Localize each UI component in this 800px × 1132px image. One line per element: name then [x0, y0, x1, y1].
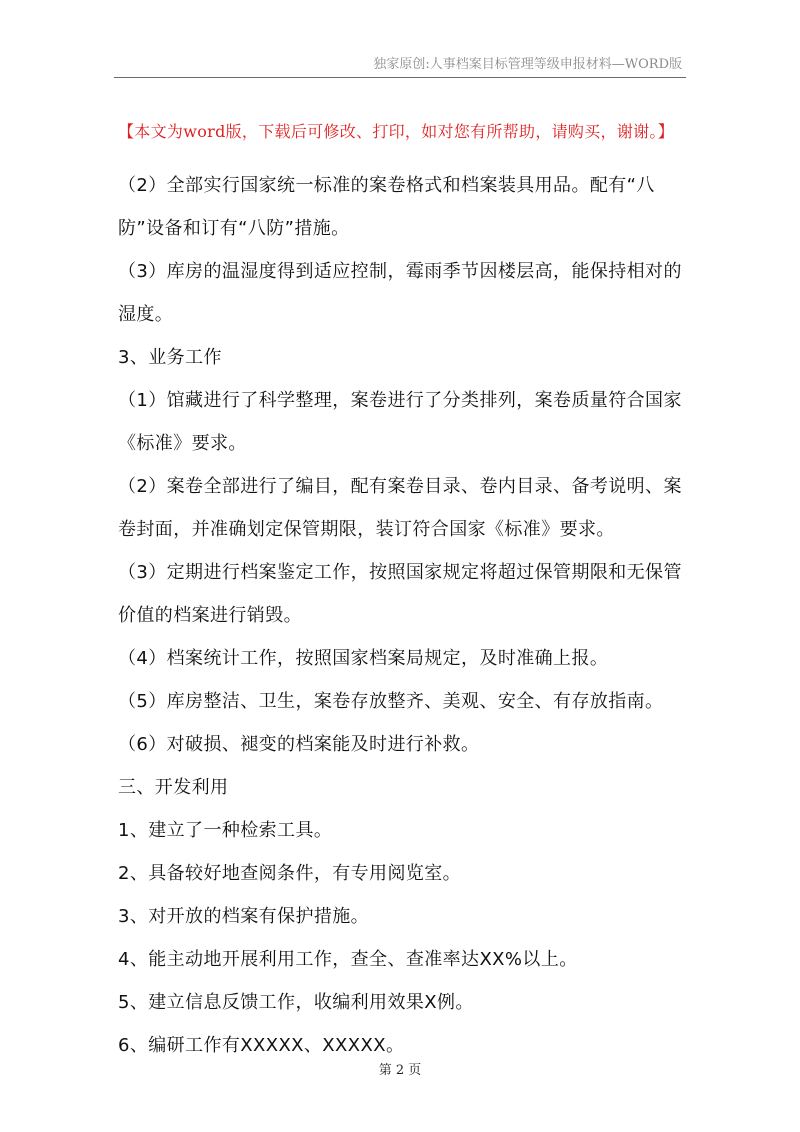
- list-item: 3、对开放的档案有保护措施。: [118, 906, 370, 927]
- page-number: 第 2 页: [378, 1063, 422, 1078]
- section-heading: 三、开发利用: [118, 777, 229, 798]
- paragraph: （2）全部实行国家统一标准的案卷格式和档案装具用品。配有“八防”设备和订有“八防”措施。: [118, 175, 655, 239]
- list-item: 2、具备较好地查阅条件，有专用阅览室。: [118, 863, 462, 884]
- list-item: 5、建立信息反馈工作，收编利用效果X例。: [118, 992, 474, 1013]
- paragraph: （6）对破损、褪变的档案能及时进行补救。: [118, 734, 480, 755]
- paragraph: （3）定期进行档案鉴定工作，按照国家规定将超过保管期限和无保管价值的档案进行销毁。: [118, 562, 682, 626]
- header-title: 独家原创:人事档案目标管理等级申报材料—WORD版: [373, 57, 682, 72]
- paragraph: （4）档案统计工作，按照国家档案局规定，及时准确上报。: [118, 648, 609, 669]
- list-item: 6、编研工作有XXXXX、XXXXX。: [118, 1035, 405, 1056]
- section-heading: 3、业务工作: [118, 347, 222, 368]
- paragraph: （2）案卷全部进行了编目，配有案卷目录、卷内目录、备考说明、案卷封面，并准确划定保管期限，装订符合国家《标准》要求。: [118, 476, 682, 540]
- header-divider: [114, 77, 686, 78]
- paragraph: （3）库房的温湿度得到适应控制，霉雨季节因楼层高，能保持相对的湿度。: [118, 261, 682, 325]
- document-body: [118, 164, 686, 1067]
- paragraph: （1）馆藏进行了科学整理，案卷进行了分类排列，案卷质量符合国家《标准》要求。: [118, 390, 682, 454]
- paragraph: （5）库房整洁、卫生，案卷存放整齐、美观、安全、有存放指南。: [118, 691, 664, 712]
- list-item: 1、建立了一种检索工具。: [118, 820, 333, 841]
- download-notice: 【本文为word版，下载后可修改、打印，如对您有所帮助，请购买，谢谢。】: [118, 122, 675, 141]
- list-item: 4、能主动地开展利用工作，查全、查准率达XX%以上。: [118, 949, 578, 970]
